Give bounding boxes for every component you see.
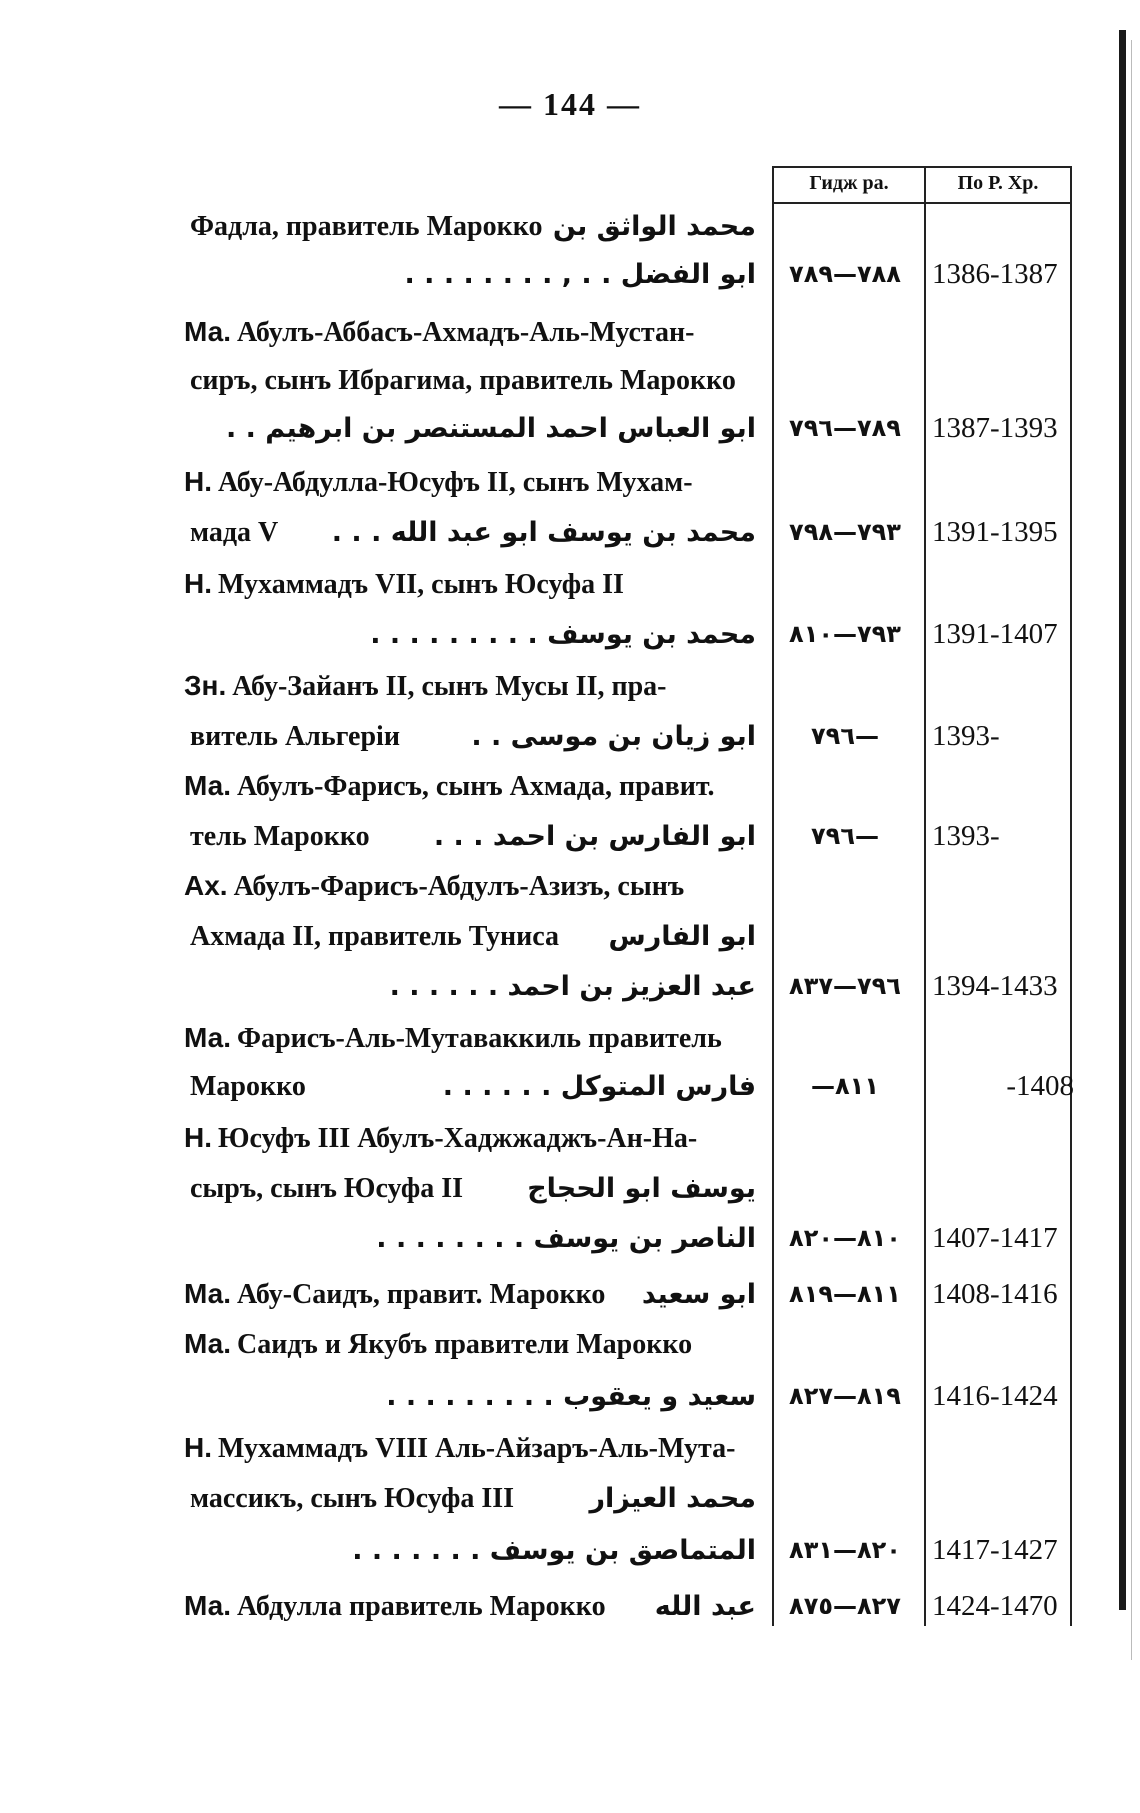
list-item [0,762,1140,810]
dynasty-code: Ах. [184,870,228,901]
arabic-name: سعيد و يعقوب . . . . . . . . . [386,1380,756,1412]
arabic-name: محمد العيزار [589,1482,756,1514]
dynasty-code: Ма. [184,1328,232,1359]
arabic-name: عبد العزيز بن احمد . . . . . . [389,970,756,1002]
list-item [0,508,1140,556]
dynasty-code: Ма. [184,1022,232,1053]
christian-years: 1391-1395 [932,516,1058,548]
ruler-text: Абулъ-Фарисъ-Абдулъ-Азизъ, сынъ [233,871,685,902]
list-item [0,1372,1140,1420]
christian-years: 1387-1393 [932,412,1058,444]
ruler-text: Абулъ-Фарисъ, сынъ Ахмада, правит. [237,771,715,802]
list-item [0,1424,1140,1472]
ruler-text: Мухаммадъ VIII Аль-Айзаръ-Аль-Мута- [218,1433,736,1464]
list-item [0,1164,1140,1212]
ruler-text: Мухаммадъ VII, сынъ Юсуфа II [218,569,624,600]
column-header-christian-era: По Р. Хр. [957,172,1039,194]
dynasty-code: Зн. [184,670,227,701]
arabic-name: محمد الواثق بن [552,210,756,242]
list-item [0,962,1140,1010]
list-item [0,1062,1140,1110]
dynasty-code: Н. [184,1432,212,1463]
list-item [0,610,1140,658]
hijra-years: ٧٩٦— [811,822,879,850]
list-item [0,1582,1140,1630]
ruler-text: Абдулла правитель Марокко [237,1591,606,1622]
hijra-years: ٨١٠—٨٢٠ [789,1224,901,1252]
hijra-years: ٧٩٣—٨١٠ [789,620,901,648]
list-item [0,250,1140,298]
hijra-years: ٧٨٩—٧٩٦ [789,414,901,442]
arabic-name: المتماصق بن يوسف . . . . . . . [352,1534,756,1566]
christian-years: 1407-1417 [932,1222,1058,1254]
arabic-name: يوسف ابو الحجاج [527,1172,756,1204]
ruler-text: Абулъ-Аббасъ-Ахмадъ-Аль-Мустан- [237,317,695,348]
list-item [0,404,1140,452]
list-item [0,1214,1140,1262]
hijra-years: ٧٨٨—٧٨٩ [789,260,901,288]
dynasty-code: Ма. [184,770,232,801]
list-item [0,712,1140,760]
arabic-name: محمد بن يوسف ابو عبد الله . . . [331,516,756,548]
christian-years: 1408-1416 [932,1278,1058,1310]
list-item [0,662,1140,710]
ruler-text: массикъ, сынъ Юсуфа III [190,1483,515,1514]
arabic-name: فارس المتوكل . . . . . . [442,1070,756,1102]
list-item [0,356,1140,404]
hijra-years: ٧٩٦— [811,722,879,750]
dynasty-code: Ма. [184,1590,232,1621]
ruler-text: Абу-Абдулла-Юсуфъ II, сынъ Мухам- [218,467,693,498]
christian-years: 1417-1427 [932,1534,1058,1566]
list-item [0,1014,1140,1062]
christian-years: 1386-1387 [932,258,1058,290]
list-item [0,912,1140,960]
arabic-name: ابو زيان بن موسى . . [471,720,756,752]
arabic-name: الناصر بن يوسف . . . . . . . . [376,1222,756,1254]
arabic-name: ابو الفارس بن احمد . . . [433,820,756,852]
christian-years: 1393- [932,720,1000,752]
ruler-text: Саидъ и Якубъ правители Марокко [237,1329,693,1360]
ruler-text: Фадла, правитель Марокко [190,211,543,242]
dynasty-code: Н. [184,1122,212,1153]
table-header-top-rule [772,166,1072,168]
ruler-text: сиръ, сынъ Ибрагима, правитель Марокко [190,365,736,396]
list-item [0,862,1140,910]
hijra-years: ٨٢٧—٨٧٥ [789,1592,901,1620]
arabic-name: محمد بن يوسف . . . . . . . . . [370,618,756,650]
list-item [0,1320,1140,1368]
christian-years: 1394-1433 [932,970,1058,1002]
list-item [0,458,1140,506]
christian-years: -1408 [1006,1070,1074,1102]
arabic-name: ابو العباس احمد المستنصر بن ابرهيم . . [225,412,756,444]
page-number: — 144 — [499,86,641,122]
ruler-text: сыръ, сынъ Юсуфа II [190,1173,463,1204]
christian-years: 1416-1424 [932,1380,1058,1412]
list-item [0,308,1140,356]
list-item [0,1114,1140,1162]
list-item [0,1474,1140,1522]
christian-years: 1424-1470 [932,1590,1058,1622]
dynasty-code: Н. [184,568,212,599]
arabic-name: ابو الفارس [608,920,756,952]
ruler-text: тель Марокко [190,821,370,852]
hijra-years: ٧٩٣—٧٩٨ [789,518,901,546]
list-item [0,1526,1140,1574]
arabic-name: ابو سعيد [641,1278,756,1310]
hijra-years: ٧٩٦—٨٣٧ [789,972,901,1000]
dynasty-code: Ма. [184,1278,232,1309]
list-item [0,560,1140,608]
ruler-text: Абу-Саидъ, правит. Марокко [237,1279,606,1310]
dynasty-code: Н. [184,466,212,497]
hijra-years: ٨١١—٨١٩ [789,1280,901,1308]
ruler-text: Юсуфъ III Абулъ-Хаджжаджъ-Ан-На- [218,1123,698,1154]
list-item [0,1270,1140,1318]
arabic-name: ابو الفضل . . , . . . . . . . . [404,258,756,290]
arabic-name: عبد الله [654,1590,756,1622]
list-item [0,202,1140,250]
ruler-text: витель Альгеріи [190,721,400,752]
christian-years: 1391-1407 [932,618,1058,650]
hijra-years: —٨١١ [811,1072,879,1100]
ruler-text: Абу-Зайанъ II, сынъ Мусы II, пра- [232,671,667,702]
ruler-text: Ахмада II, правитель Туниса [190,921,560,952]
ruler-text: Фарисъ-Аль-Мутаваккиль правитель [237,1023,722,1054]
list-item [0,812,1140,860]
dynasty-code: Ма. [184,316,232,347]
ruler-text: мада V [190,517,279,548]
hijra-years: ٨٢٠—٨٣١ [789,1536,901,1564]
christian-years: 1393- [932,820,1000,852]
column-header-hijra: Гидж ра. [809,172,889,194]
ruler-text: Марокко [190,1071,306,1102]
hijra-years: ٨١٩—٨٢٧ [789,1382,901,1410]
